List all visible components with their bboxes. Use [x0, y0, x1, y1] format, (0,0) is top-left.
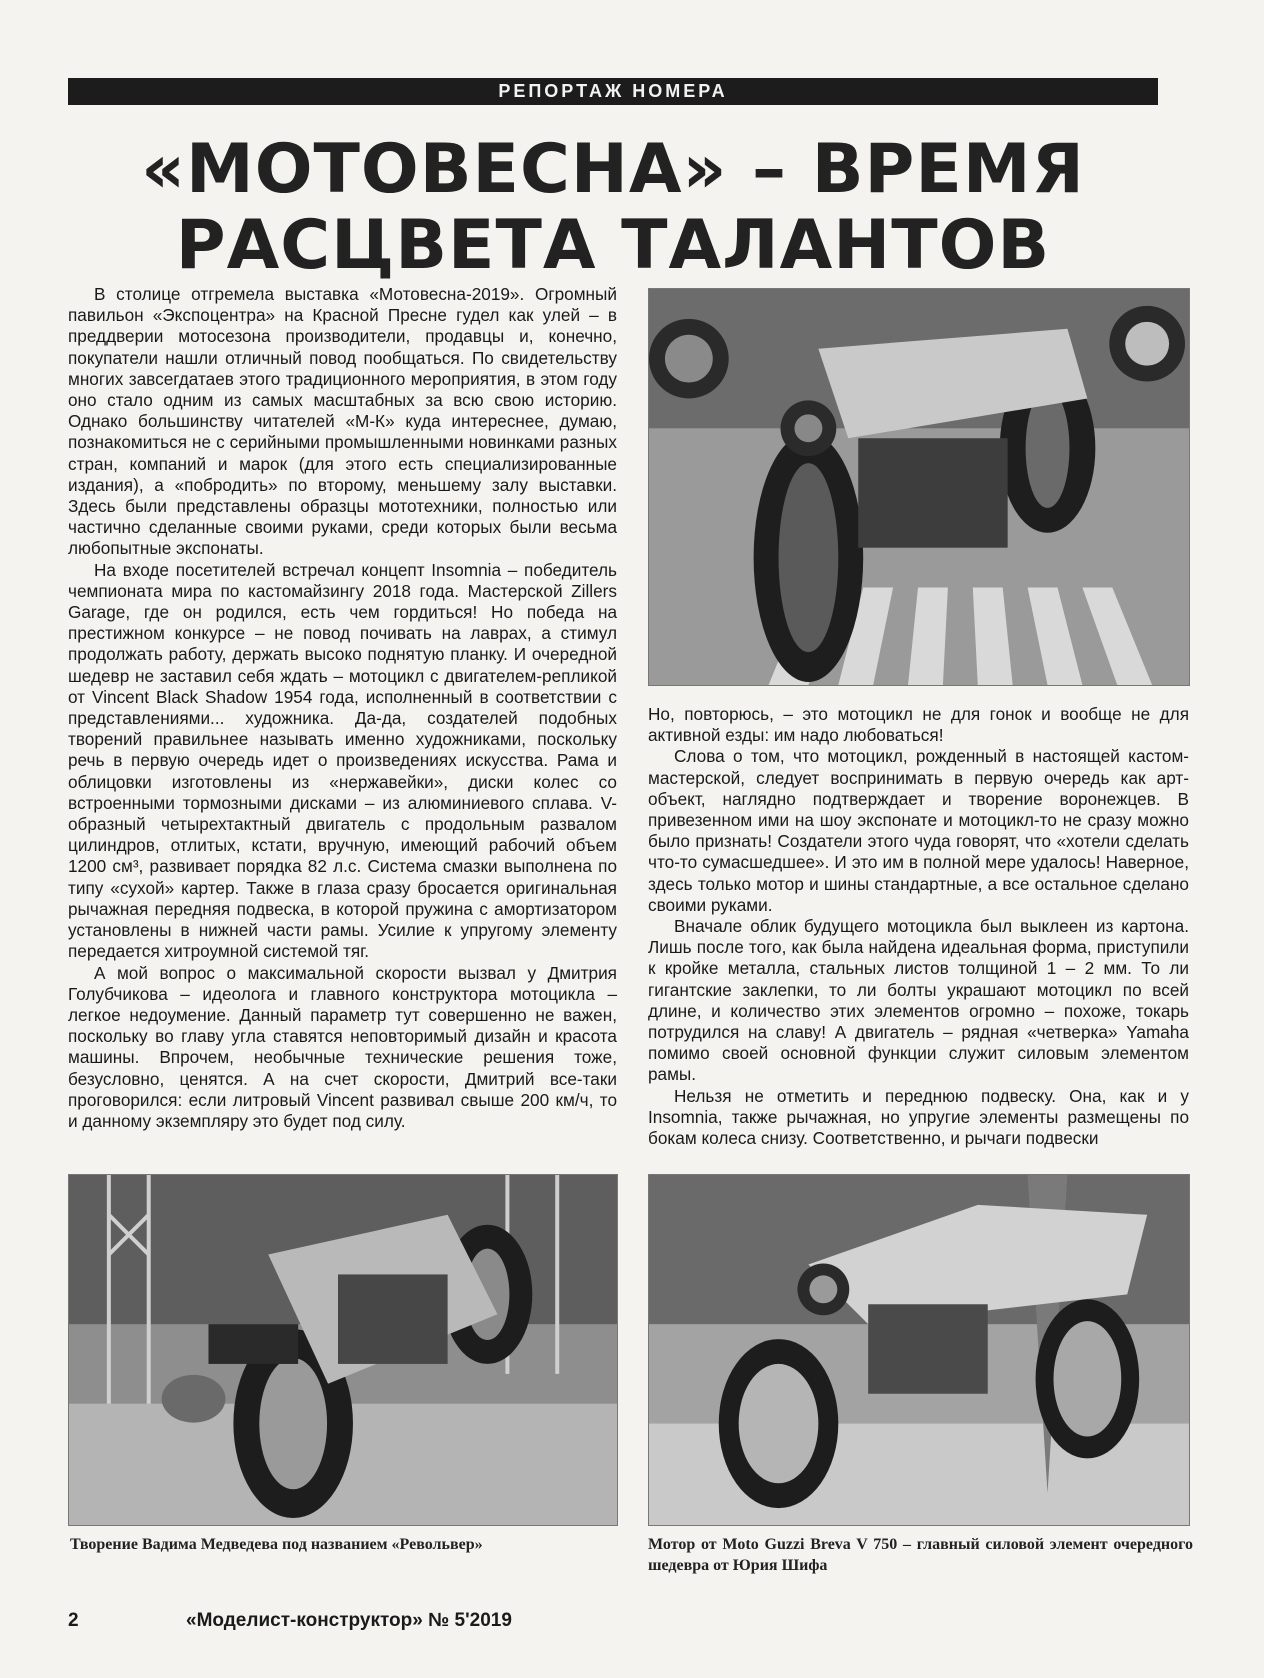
article-column-left	[68, 284, 617, 1132]
article-title	[68, 132, 1158, 284]
section-header-bar: РЕПОРТАЖ НОМЕРА	[68, 78, 1158, 105]
photo-insomnia-motorcycle	[648, 288, 1190, 686]
paragraph: На входе посетителей встречал концепт Insomnia – победитель чемпионата мира по кастомайзингу 2018 года. Мастерской Zillers Garage, где он родился, есть чем гордиться! Но победа на престижном конкурсе – не повод почивать на лаврах, а стимул продолжать работу, держать высоко поднятую планку. И очередной шедевр не заставил себя ждать – мотоцикл с двигателем-репликой от Vincent Black Shadow 1954 года, исполненный в соответствии с представлениями... художника. Да-да, создателей подобных творений правильнее называть именно художниками, поскольку речь в первую очередь идет о произведениях искусства. Рама и облицовки изготовлены из «нержавейки», диски колес со встроенными тормозными дисками – из алюминиевого сплава. V-образный четырехтактный двигатель с продольным развалом цилиндров, отлитых, кстати, вручную, имеющий рабочий объем 1200 см³, развивает порядка 82 л.с. Система смазки выполнена по типу «сухой» картер. Также в глаза сразу бросается оригинальная рычажная передняя подвеска, в которой пружина с амортизатором установлены в нижней части рамы. Усилие к упругому элементу передается хитроумной системой тяг.	[68, 559, 617, 962]
paragraph: Вначале облик будущего мотоцикла был выклеен из картона. Лишь после того, как была найдена идеальная форма, приступили к кройке металла, стальных листов толщиной 1 – 2 мм. То ли гигантские заклепки, то ли болты украшают мотоцикл по всей длине, и количество этих элементов огромно – похоже, токарь потрудился на славу! А двигатель – рядная «четверка» Yamaha помимо своей основной функции служит силовым элементом рамы.	[648, 916, 1189, 1085]
photo-caption-left: Творение Вадима Медведева под названием «Револьвер»	[70, 1536, 483, 1553]
title-line-1: «МОТОВЕСНА» – ВРЕМЯ	[141, 130, 1085, 209]
page-number: 2	[68, 1610, 79, 1631]
photo-moto-guzzi-motorcycle	[648, 1174, 1190, 1526]
paragraph: В столице отгремела выставка «Мотовесна-2019». Огромный павильон «Экспоцентра» на Красной Пресне гудел как улей – в преддверии мотосезона производители, продавцы и, конечно, покупатели нашли отличный повод пообщаться. По свидетельству многих завсегдатаев этого традиционного мероприятия, в этом году оно стало одним из самых масштабных за всю свою историю. Однако большинству читателей «М-К» куда интереснее, думаю, познакомиться не с серийными промышленными новинками разных стран, компаний и марок (для этого есть специализированные издания), а «побродить» по второму, меньшему залу выставки. Здесь были представлены образцы мототехники, полностью или частично сделанные своими руками, среди которых были весьма любопытные экспонаты.	[68, 284, 617, 559]
paragraph: Но, повторюсь, – это мотоцикл не для гонок и вообще не для активной езды: им надо любоваться!	[648, 704, 1189, 746]
photo-caption-right: Мотор от Moto Guzzi Breva V 750 – главный силовой элемент очередного шедевра от Юрия Шифа	[648, 1536, 1193, 1574]
title-line-2: РАСЦВЕТА ТАЛАНТОВ	[175, 206, 1051, 285]
paragraph: Нельзя не отметить и переднюю подвеску. Она, как и у Insomnia, также рычажная, но упругие элементы размещены по бокам колеса снизу. Соответственно, и рычаги подвески	[648, 1085, 1189, 1149]
paragraph: А мой вопрос о максимальной скорости вызвал у Дмитрия Голубчикова – идеолога и главного конструктора мотоцикла – легкое недоумение. Данный параметр тут совершенно не важен, поскольку во главу угла ставятся неповторимый дизайн и красота машины. Впрочем, необычные технические решения тоже, безусловно, ценятся. А на счет скорости, Дмитрий все-таки проговорился: если литровый Vincent развивал свыше 200 км/ч, то и данному экземпляру это будет под силу.	[68, 962, 617, 1131]
photo-revolver-motorcycle	[68, 1174, 618, 1526]
journal-name: «Моделист-конструктор» № 5'2019	[186, 1610, 512, 1631]
article-column-right	[648, 704, 1189, 1149]
paragraph: Слова о том, что мотоцикл, рожденный в настоящей кастом-мастерской, следует воспринимать в первую очередь как арт-объект, наглядно подтверждает и творение воронежцев. В привезенном ими на шоу экспонате и мотоцикл-то не сразу можно было признать! Создатели этого чуда говорят, что «хотели сделать что-то сумасшедшее». И это им в полной мере удалось! Наверное, здесь только мотор и шины стандартные, а все остальное сделано своими руками.	[648, 746, 1189, 915]
